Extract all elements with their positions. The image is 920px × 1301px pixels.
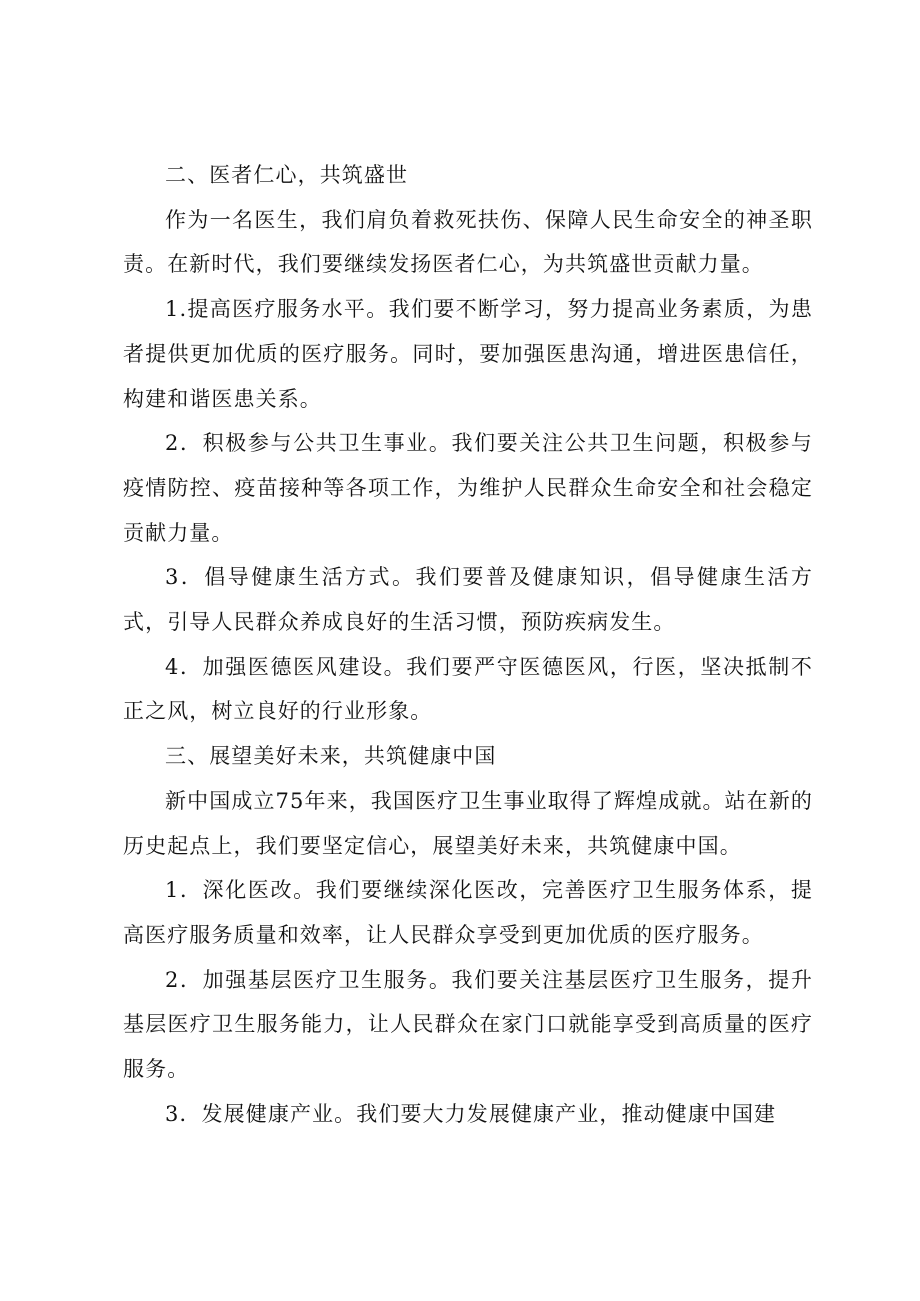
paragraph-item-2-primary-care: 2．加强基层医疗卫生服务。我们要关注基层医疗卫生服务，提升基层医疗卫生服务能力，让人民群众在家门口就能享受到高质量的医疗服务。 <box>123 967 813 1082</box>
paragraph-item-1-reform: 1．深化医改。我们要继续深化医改，完善医疗卫生服务体系，提高医疗服务质量和效率，让人民群众享受到更加优质的医疗服务。 <box>123 878 813 947</box>
section-heading-three: 三、展望美好未来，共筑健康中国 <box>165 744 497 769</box>
document-body <box>123 153 813 1136</box>
paragraph-item-2-public-health: 2．积极参与公共卫生事业。我们要关注公共卫生问题，积极参与疫情防控、疫苗接种等各项工作，为维护人民群众生命安全和社会稳定贡献力量。 <box>123 431 813 545</box>
paragraph-intro-doctor-duty: 作为一名医生，我们肩负着救死扶伤、保障人民生命安全的神圣职责。在新时代，我们要继续发扬医者仁心，为共筑盛世贡献力量。 <box>123 207 813 277</box>
paragraph-item-1-medical-service: 1.提高医疗服务水平。我们要不断学习，努力提高业务素质，为患者提供更加优质的医疗服务。同时，要加强医患沟通，增进医患信任，构建和谐医患关系。 <box>123 297 813 411</box>
paragraph-intro-healthy-china: 新中国成立75年来，我国医疗卫生事业取得了辉煌成就。站在新的历史起点上，我们要坚定信心，展望美好未来，共筑健康中国。 <box>123 788 813 858</box>
paragraph-item-3-healthy-lifestyle: 3．倡导健康生活方式。我们要普及健康知识，倡导健康生活方式，引导人民群众养成良好的生活习惯，预防疾病发生。 <box>123 565 813 635</box>
paragraph-item-4-medical-ethics: 4．加强医德医风建设。我们要严守医德医风，行医，坚决抵制不正之风，树立良好的行业形象。 <box>123 654 813 724</box>
paragraph-item-3-health-industry: 3．发展健康产业。我们要大力发展健康产业，推动健康中国建 <box>165 1101 777 1126</box>
section-heading-two: 二、医者仁心，共筑盛世 <box>165 163 409 187</box>
